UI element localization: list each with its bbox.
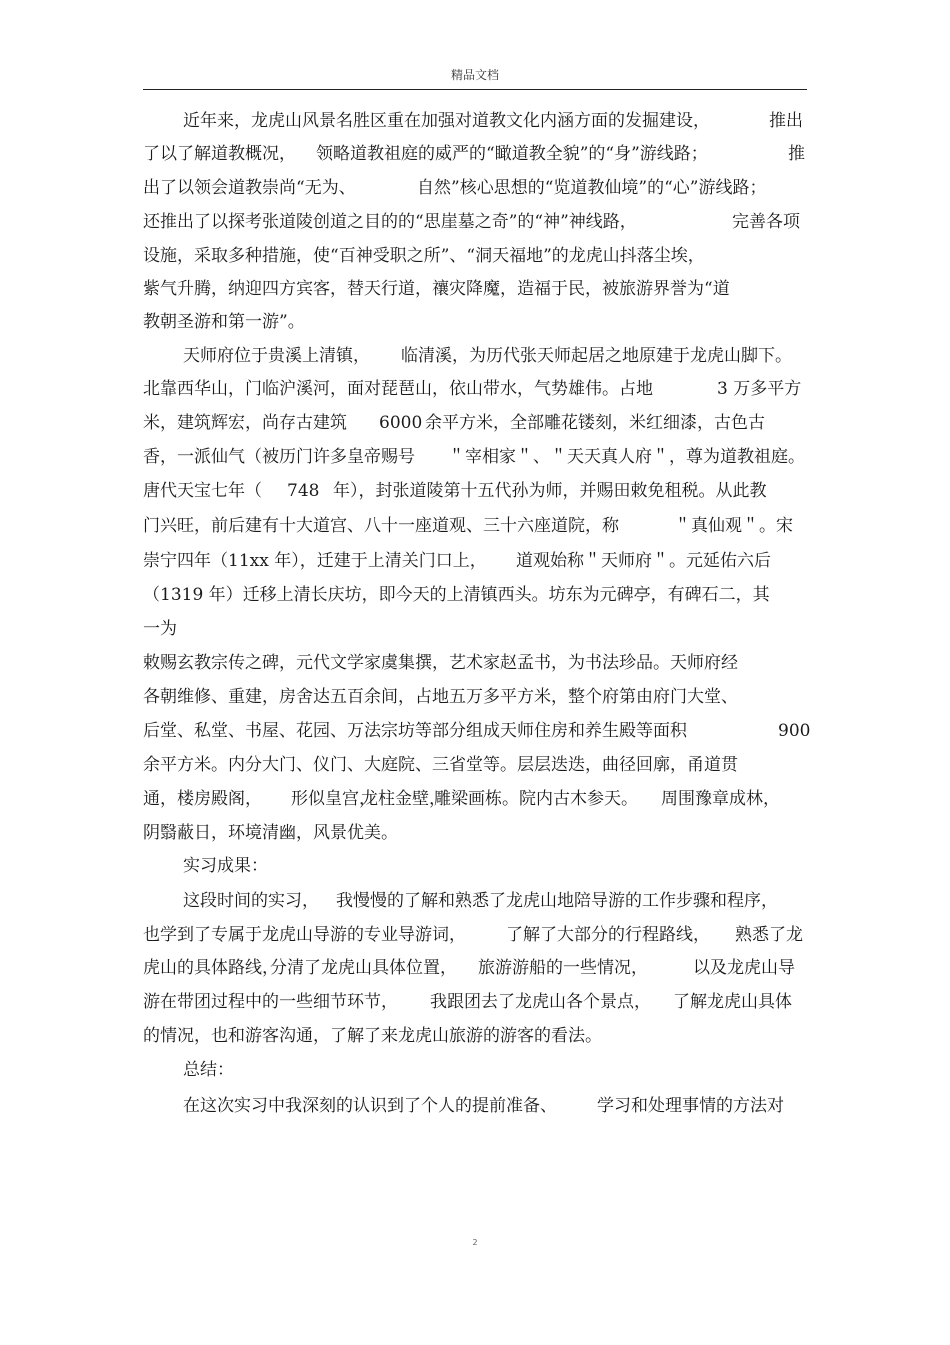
text-segment: 虎山的具体路线，: [143, 958, 279, 978]
text-line: [0, 784, 950, 814]
text-segment: 年），封张道陵第十五代孙为师，并赐田敕免租税。从此教: [333, 481, 767, 501]
text-segment: 我跟团去了龙虎山各个景点，: [430, 992, 651, 1012]
text-segment: 香，一派仙气（被历门许多皇帝赐号: [143, 447, 415, 467]
text-segment: 3 万多平方: [717, 379, 802, 399]
text-segment: 学习和处理事情的方法对: [597, 1096, 784, 1116]
text-line: [0, 851, 950, 881]
text-line: [0, 580, 950, 610]
text-segment: （1319 年）迁移上清长庆坊，即今天的上清镇西头。坊东为元碑亭，有碑石二，其: [143, 585, 770, 605]
text-segment: 各朝维修、重建，房舍达五百余间，占地五万多平方米，整个府第由府门大堂、: [143, 687, 738, 707]
text-segment: 出了以领会道教崇尚“无为、: [143, 178, 356, 198]
text-segment: 阴翳蔽日，环境清幽，风景优美。: [143, 823, 398, 843]
text-segment: 一为: [143, 619, 177, 639]
text-segment: 游在带团过程中的一些细节环节，: [143, 992, 398, 1012]
text-segment: 6000: [379, 413, 423, 433]
text-segment: ＂真仙观＂。宋: [674, 516, 793, 536]
text-segment: 推出: [769, 111, 803, 131]
text-line: [0, 511, 950, 541]
text-segment: 唐代天宝七年（: [143, 481, 262, 501]
text-segment: 周围豫章成林，: [661, 789, 780, 809]
text-line: [0, 307, 950, 337]
page-header: 精品文档: [450, 68, 499, 82]
text-segment: 龙柱金壁，: [361, 789, 446, 809]
text-segment: ＂宰相家＂、＂天天真人府＂，尊为道教祖庭。: [448, 447, 805, 467]
text-line: [0, 476, 950, 506]
text-segment: 了解龙虎山具体: [673, 992, 792, 1012]
text-line: [0, 716, 950, 746]
text-line: [0, 1055, 950, 1085]
text-line: [0, 173, 950, 203]
text-segment: 雕梁画栋。院内古木参天。: [434, 789, 638, 809]
text-segment: 旅游游船的一些情况，: [478, 958, 648, 978]
text-segment: 道观始称＂天师府＂。元延佑六后: [516, 551, 771, 571]
text-line: [0, 648, 950, 678]
text-line: [0, 274, 950, 304]
text-segment: 748: [287, 481, 320, 501]
text-segment: 通，楼房殿阁，: [143, 789, 262, 809]
text-segment: 天师府位于贵溪上清镇，: [183, 346, 370, 366]
text-segment: 余平方米。内分大门、仪门、大庭院、三省堂等。层层迭迭，曲径回廓，甬道贯: [143, 755, 738, 775]
text-segment: 米，建筑辉宏，尚存古建筑: [143, 413, 347, 433]
text-segment: 也学到了专属于龙虎山导游的专业导游词，: [143, 925, 466, 945]
text-segment: 实习成果：: [183, 856, 268, 876]
text-line: [0, 1021, 950, 1051]
text-segment: 以及龙虎山导: [693, 958, 795, 978]
text-segment: 的情况，也和游客沟通，了解了来龙虎山旅游的游客的看法。: [143, 1026, 602, 1046]
text-segment: 熟悉了龙: [735, 925, 803, 945]
text-segment: 崇宁四年（11xx 年），迁建于上清关门口上，: [143, 551, 487, 571]
text-line: [0, 818, 950, 848]
text-segment: 紫气升腾，纳迎四方宾客，替天行道，禳灾降魔，造福于民，被旅游界誉为“道: [143, 279, 730, 299]
text-line: [0, 886, 950, 916]
text-segment: 了解了大部分的行程路线，: [506, 925, 710, 945]
page-number: 2: [472, 1238, 478, 1247]
text-segment: 自然”核心思想的“览道教仙境”的“心”游线路；: [417, 178, 767, 198]
text-line: [0, 207, 950, 237]
text-segment: 还推出了以探考张道陵创道之目的的“思崖墓之奇”的“神”神线路，: [143, 212, 637, 232]
text-line: [0, 987, 950, 1017]
text-segment: 我慢慢的了解和熟悉了龙虎山地陪导游的工作步骤和程序，: [336, 891, 778, 911]
text-line: [0, 241, 950, 271]
text-segment: 敕赐玄教宗传之碑，元代文学家虞集撰，艺术家赵孟书，为书法珍品。天师府经: [143, 653, 738, 673]
text-line: [0, 139, 950, 169]
text-line: [0, 750, 950, 780]
text-segment: 推: [788, 144, 805, 164]
header-rule: [143, 89, 807, 90]
text-segment: 形似皇宫，: [291, 789, 376, 809]
text-segment: 临清溪，为历代张天师起居之地原建于龙虎山脚下。: [401, 346, 792, 366]
text-line: [0, 614, 950, 644]
text-segment: 总结：: [183, 1060, 234, 1080]
text-line: [0, 341, 950, 371]
text-segment: 教朝圣游和第一游”。: [143, 312, 305, 332]
text-segment: 这段时间的实习，: [183, 891, 319, 911]
text-segment: 900: [778, 721, 811, 741]
text-segment: 北靠西华山，门临沪溪河，面对琵琶山，依山带水，气势雄伟。占地: [143, 379, 653, 399]
text-line: [0, 442, 950, 472]
text-segment: 分清了龙虎山具体位置，: [270, 958, 457, 978]
text-segment: 后堂、私堂、书屋、花园、万法宗坊等部分组成天师住房和养生殿等面积: [143, 721, 687, 741]
text-line: [0, 546, 950, 576]
text-line: [0, 374, 950, 404]
text-line: [0, 408, 950, 438]
text-line: [0, 106, 950, 136]
text-segment: 余平方米，全部雕花镂刻，米红细漆，古色古: [425, 413, 765, 433]
text-segment: 了以了解道教概况，: [143, 144, 296, 164]
text-line: [0, 682, 950, 712]
text-segment: 近年来，龙虎山风景名胜区重在加强对道教文化内涵方面的发掘建设，: [183, 111, 710, 131]
text-segment: 领略道教祖庭的威严的“瞰道教全貌”的“身”游线路；: [316, 144, 708, 164]
text-segment: 在这次实习中我深刻的认识到了个人的提前准备、: [183, 1096, 557, 1116]
text-line: [0, 920, 950, 950]
text-segment: 完善各项: [732, 212, 800, 232]
text-line: [0, 953, 950, 983]
text-segment: 门兴旺，前后建有十大道宫、八十一座道观、三十六座道院，称: [143, 516, 619, 536]
text-line: [0, 1091, 950, 1121]
text-segment: 设施，采取多种措施，使“百神受职之所”、“洞天福地”的龙虎山抖落尘埃，: [143, 246, 705, 266]
